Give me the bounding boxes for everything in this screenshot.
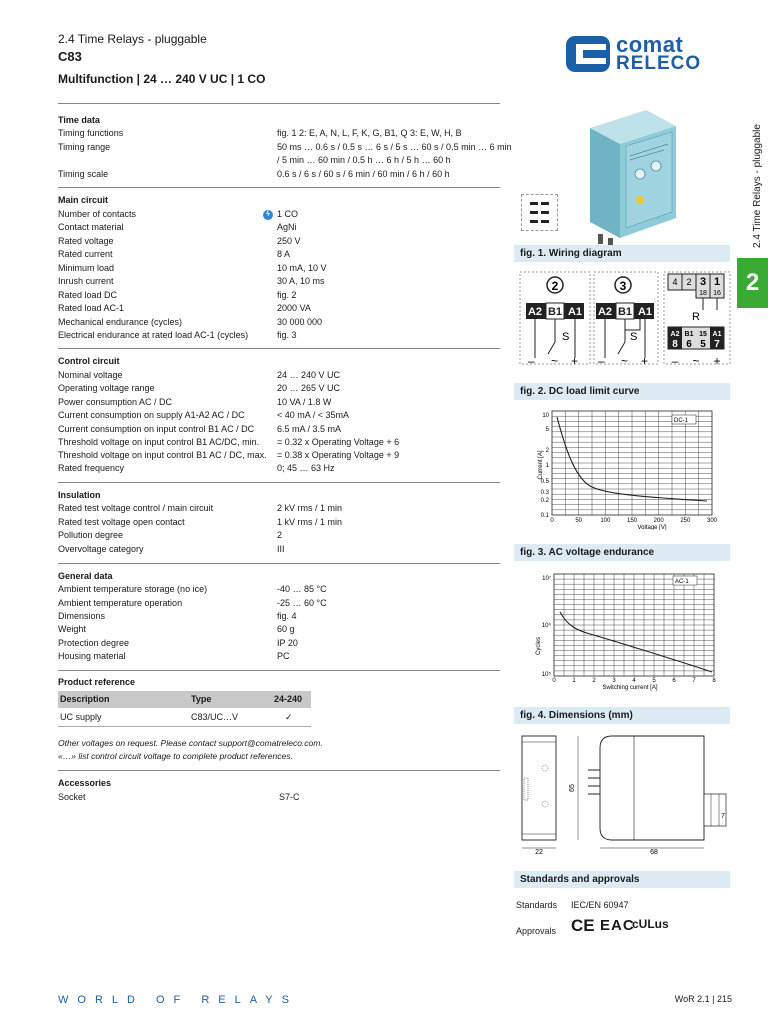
fig2-title: fig. 2. DC load limit curve (514, 383, 730, 400)
spec-value: -40 … 85 °C (277, 584, 327, 594)
svg-text:16: 16 (713, 290, 721, 297)
product-photo (584, 104, 684, 249)
page-subtitle: Multifunction | 24 … 240 V UC | 1 CO (58, 72, 266, 86)
x-tick-label: 1 (572, 678, 576, 684)
header-divider (58, 103, 500, 104)
spec-key: Timing functions (58, 128, 124, 138)
spec-row (58, 208, 518, 221)
spec-row (58, 248, 518, 261)
y-tick-label: 10⁵ (541, 672, 551, 678)
svg-text:7: 7 (714, 339, 720, 350)
x-tick-label: 0 (552, 678, 556, 684)
x-tick-label: 2 (592, 678, 596, 684)
spec-row (58, 791, 518, 804)
svg-text:+: + (713, 354, 721, 368)
dimensions-drawing (514, 730, 739, 858)
spec-value: III (277, 544, 285, 554)
spec-value: 2000 VA (277, 303, 311, 313)
dim-depth: 68 (650, 849, 658, 856)
y-tick-label: 0.3 (540, 490, 549, 496)
spec-value: 2 kV rms / 1 min (277, 503, 343, 513)
spec-key: Timing range (58, 142, 111, 152)
spec-key: Ambient temperature storage (no ice) (58, 584, 208, 594)
spec-value: fig. 1 2: E, A, N, L, F, K, G, B1, Q 3: E, W, H, B (277, 128, 462, 138)
spec-key: Rated load AC-1 (58, 303, 125, 313)
spec-key: Rated frequency (58, 463, 125, 473)
x-tick-label: 5 (652, 678, 656, 684)
spec-row (58, 583, 518, 596)
y-tick-label: 0.2 (540, 498, 549, 504)
spec-row (58, 396, 518, 409)
spec-row (58, 275, 518, 288)
spec-row (58, 610, 518, 623)
spec-value: 60 g (277, 624, 295, 634)
spec-value: 24 … 240 V UC (277, 370, 341, 380)
standards-label: Standards (516, 900, 558, 910)
ce-mark-icon: CE (571, 916, 595, 935)
standards-title: Standards and approvals (514, 871, 730, 888)
svg-text:B1: B1 (547, 306, 563, 318)
section-title-time-data: Time data (58, 115, 100, 125)
info-icon[interactable]: ϟ (263, 210, 273, 220)
chart-tag: DC-1 (674, 418, 689, 424)
x-tick-label: 200 (653, 518, 664, 524)
y-axis-label: Cycles (536, 636, 542, 656)
spec-row (58, 302, 518, 315)
logo-text-comat: comat (616, 32, 684, 57)
y-tick-label: 10⁷ (542, 576, 551, 582)
table-header (58, 691, 311, 708)
svg-text:8: 8 (672, 339, 678, 350)
svg-text:6: 6 (686, 339, 692, 350)
table-cell: UC supply (60, 712, 102, 722)
spec-key: Power consumption AC / DC (58, 397, 173, 407)
spec-row (58, 235, 518, 248)
logo-text-releco: RELECO (616, 53, 702, 74)
spec-row (58, 168, 518, 181)
spec-row (58, 462, 518, 475)
spec-row (58, 369, 518, 382)
spec-row (58, 154, 518, 167)
dim-pin: 7 (721, 813, 725, 820)
svg-text:R: R (692, 311, 700, 323)
spec-value: 30 000 000 (277, 317, 323, 327)
dim-width: 22 (535, 849, 543, 856)
spec-key: Nominal voltage (58, 370, 123, 380)
table-header-cell: Type (191, 694, 212, 704)
brand-logo (566, 34, 736, 74)
y-axis-label: Current [A] (538, 450, 544, 480)
spec-value: 1 kV rms / 1 min (277, 517, 343, 527)
y-tick-label: 10⁶ (541, 623, 551, 629)
spec-row (58, 382, 518, 395)
spec-value: S7-C (279, 792, 300, 802)
spec-row (58, 316, 518, 329)
x-tick-label: 50 (575, 518, 583, 524)
dim-height: 65 (569, 784, 576, 792)
spec-value: 20 … 265 V UC (277, 383, 341, 393)
svg-text:~: ~ (551, 354, 559, 368)
spec-value: < 40 mA / < 35mA (277, 410, 350, 420)
spec-key: Dimensions (58, 611, 106, 621)
spec-key: Rated test voltage open contact (58, 517, 185, 527)
y-tick-label: 0.5 (540, 479, 549, 485)
spec-key: Pollution degree (58, 530, 124, 540)
category-title: 2.4 Time Relays - pluggable (58, 32, 207, 46)
spec-key: Minimum load (58, 263, 115, 273)
approvals-label: Approvals (516, 926, 557, 936)
spec-value: 0.6 s / 6 s / 60 s / 6 min / 60 min / 6 h / 60 h (277, 169, 450, 179)
spec-value: 1 CO (277, 209, 299, 219)
section-title-main-circuit: Main circuit (58, 195, 109, 205)
svg-text:1: 1 (713, 276, 721, 288)
svg-text:~: ~ (692, 354, 700, 368)
product-reference-table (58, 691, 311, 727)
spec-key: Overvoltage category (58, 544, 144, 554)
spec-key: Operating voltage range (58, 383, 155, 393)
product-note: «…» list control circuit voltage to complete product references. (58, 751, 293, 761)
y-tick-label: 5 (545, 427, 549, 433)
spec-row (58, 502, 518, 515)
spec-value: 0; 45 … 63 Hz (277, 463, 335, 473)
fig3-title: fig. 3. AC voltage endurance (514, 544, 730, 561)
svg-text:+: + (571, 354, 579, 368)
spec-key: Mechanical endurance (cycles) (58, 317, 183, 327)
spec-key: Threshold voltage on input control B1 AC / DC, max. (58, 450, 267, 460)
spec-row (58, 637, 518, 650)
section-divider (58, 563, 500, 564)
y-tick-label: 2 (545, 448, 549, 454)
chart-tag: AC-1 (675, 579, 689, 585)
section-divider (58, 770, 500, 771)
spec-value: 8 A (277, 249, 291, 259)
spec-row (58, 329, 518, 342)
spec-row (58, 127, 518, 140)
y-tick-label: 10 (542, 413, 549, 419)
table-header-cell: Description (60, 694, 110, 704)
spec-row (58, 623, 518, 636)
table-header-cell: 24-240 (274, 694, 303, 704)
svg-text:–: – (528, 354, 535, 368)
spec-value: = 0.38 x Operating Voltage + 9 (277, 450, 400, 460)
svg-text:A2: A2 (527, 306, 543, 318)
section-divider (58, 482, 500, 483)
x-tick-label: 7 (692, 678, 696, 684)
ul-mark-icon (632, 917, 669, 931)
spec-value: 10 mA, 10 V (277, 263, 327, 273)
x-tick-label: 4 (632, 678, 636, 684)
svg-text:B1: B1 (617, 306, 633, 318)
table-cell: C83/UC…V (191, 712, 239, 722)
fig4-title: fig. 4. Dimensions (mm) (514, 707, 730, 724)
y-tick-label: 1 (545, 463, 549, 469)
x-axis-label: Voltage [V] (637, 525, 667, 530)
side-tab-number: 2 (737, 258, 768, 308)
svg-text:15: 15 (699, 331, 707, 338)
model-title: C83 (58, 49, 82, 64)
spec-row (58, 449, 518, 462)
svg-text:4: 4 (672, 277, 678, 287)
svg-text:A2: A2 (670, 331, 680, 338)
x-tick-label: 0 (550, 518, 554, 524)
side-tab-text: 2.4 Time Relays - pluggable (752, 124, 763, 248)
svg-text:–: – (671, 354, 679, 368)
fig1-title: fig. 1. Wiring diagram (514, 245, 730, 262)
section-divider (58, 187, 500, 188)
section-title-control-circuit: Control circuit (58, 356, 120, 366)
section-divider (58, 348, 500, 349)
spec-row (58, 529, 518, 542)
y-tick-label: 0.1 (540, 513, 549, 519)
spec-row (58, 650, 518, 663)
spec-row (58, 262, 518, 275)
spec-key: Timing scale (58, 169, 109, 179)
spec-row (58, 423, 518, 436)
footer-tagline: WORLD OF RELAYS (58, 994, 298, 1006)
spec-value: PC (277, 651, 290, 661)
logo-mark-icon (566, 36, 610, 72)
svg-text:+: + (641, 354, 649, 368)
svg-text:A2: A2 (597, 306, 613, 318)
spec-key: Contact material (58, 222, 124, 232)
diagram-num: 2 (551, 279, 559, 293)
spec-value: = 0.32 x Operating Voltage + 6 (277, 437, 400, 447)
spec-row (58, 409, 518, 422)
x-tick-label: 3 (612, 678, 616, 684)
spec-row (58, 436, 518, 449)
ul-mark-text: cULus (632, 917, 669, 931)
spec-value: IP 20 (277, 638, 298, 648)
svg-text:~: ~ (621, 354, 629, 368)
section-divider (58, 670, 500, 671)
dc-load-chart (522, 405, 722, 530)
svg-text:3: 3 (699, 276, 707, 288)
eac-mark-icon: EAC (600, 917, 635, 934)
svg-text:5: 5 (700, 339, 706, 350)
spec-value: 250 V (277, 236, 301, 246)
spec-row (58, 141, 518, 154)
svg-text:–: – (598, 354, 605, 368)
spec-value: AgNi (277, 222, 297, 232)
spec-key: Threshold voltage on input control B1 AC/DC, min. (58, 437, 260, 447)
x-tick-label: 250 (680, 518, 691, 524)
spec-row (58, 516, 518, 529)
spec-row (58, 221, 518, 234)
section-title-accessories: Accessories (58, 778, 112, 788)
spec-value: 10 VA / 1.8 W (277, 397, 332, 407)
spec-value: 2 (277, 530, 283, 540)
spec-key: Rated load DC (58, 290, 118, 300)
spec-row (58, 543, 518, 556)
spec-row (58, 597, 518, 610)
spec-value: fig. 2 (277, 290, 297, 300)
x-tick-label: 6 (672, 678, 676, 684)
spec-key: Weight (58, 624, 86, 634)
spec-key: Socket (58, 792, 86, 802)
x-tick-label: 150 (626, 518, 638, 524)
spec-value: fig. 3 (277, 330, 297, 340)
x-axis-label: Switching current [A] (602, 685, 658, 691)
spec-key: Protection degree (58, 638, 130, 648)
spec-value: 30 A, 10 ms (277, 276, 325, 286)
spec-key: Rated current (58, 249, 113, 259)
spec-row (58, 289, 518, 302)
spec-key: Ambient temperature operation (58, 598, 183, 608)
product-note: Other voltages on request. Please contact support@comatreleco.com. (58, 738, 323, 748)
footer-page: WoR 2.1 | 215 (674, 994, 732, 1004)
spec-key: Rated voltage (58, 236, 114, 246)
standards-value: IEC/EN 60947 (571, 900, 629, 910)
spec-key: Number of contacts (58, 209, 137, 219)
x-tick-label: 300 (706, 518, 718, 524)
spec-key: Current consumption on input control B1 AC / DC (58, 424, 255, 434)
spec-key: Rated test voltage control / main circuit (58, 503, 214, 513)
spec-value: 50 ms … 0.6 s / 0.5 s … 6 s / 5 s … 60 s / 0.5 min … 6 min (277, 142, 512, 152)
spec-key: Current consumption on supply A1-A2 AC / DC (58, 410, 245, 420)
section-title-product-reference: Product reference (58, 677, 136, 687)
x-tick-label: 100 (600, 518, 611, 524)
svg-text:2: 2 (686, 277, 692, 287)
svg-text:S: S (630, 331, 638, 343)
spec-value: -25 … 60 °C (277, 598, 327, 608)
table-row (58, 709, 311, 727)
spec-value: fig. 4 (277, 611, 297, 621)
spec-key: Electrical endurance at rated load AC-1 (cycles) (58, 330, 249, 340)
svg-text:B1: B1 (684, 331, 694, 338)
svg-text:S: S (562, 331, 570, 343)
ac-endurance-chart (530, 568, 720, 693)
svg-text:A1: A1 (637, 306, 653, 318)
section-title-insulation: Insulation (58, 490, 101, 500)
svg-text:A1: A1 (567, 306, 583, 318)
wiring-diagram (518, 270, 733, 370)
spec-key: Housing material (58, 651, 126, 661)
spec-value: 6.5 mA / 3.5 mA (277, 424, 342, 434)
spec-value: / 5 min … 60 min / 0.5 h … 6 h / 5 h … 60 h (277, 155, 451, 165)
x-tick-label: 8 (712, 678, 716, 684)
svg-text:A1: A1 (712, 331, 722, 338)
section-title-general-data: General data (58, 571, 113, 581)
svg-text:18: 18 (699, 290, 707, 297)
diagram-num: 3 (619, 279, 627, 293)
check-icon: ✓ (285, 712, 293, 722)
pin-layout-icon (521, 194, 558, 231)
spec-key: Inrush current (58, 276, 114, 286)
